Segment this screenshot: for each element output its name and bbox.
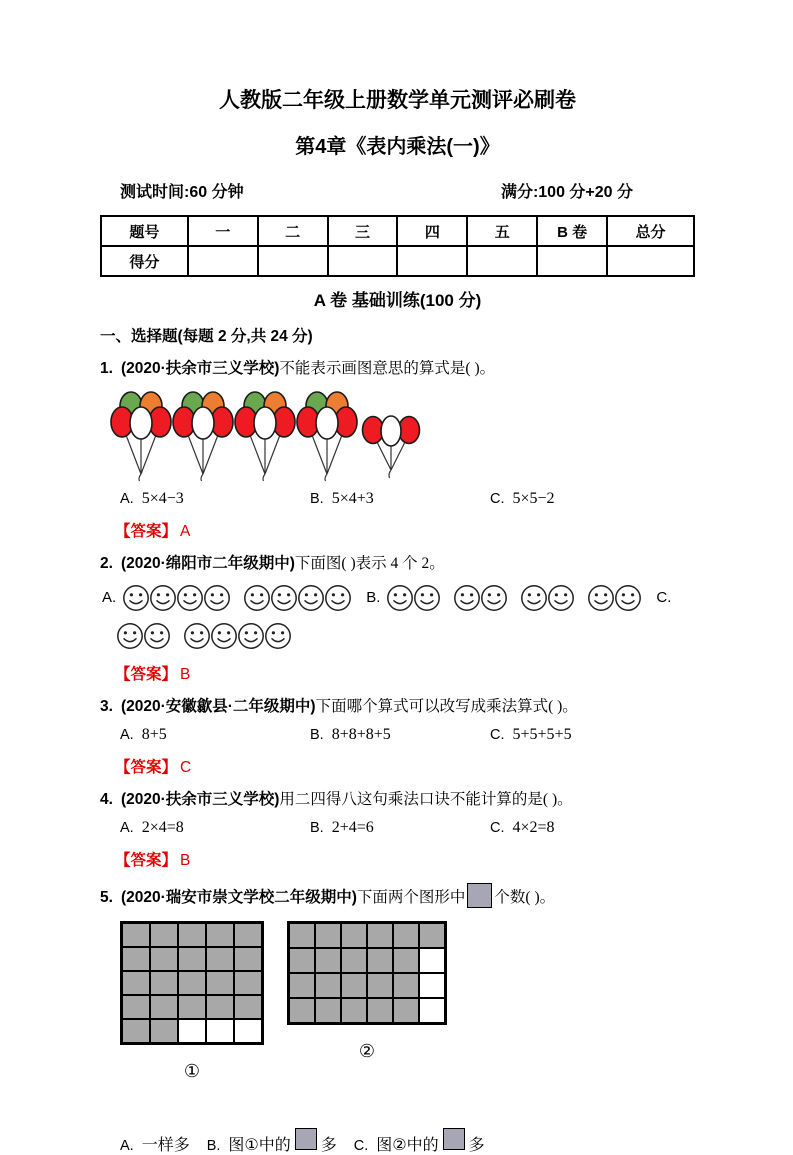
question-1-options	[100, 490, 695, 508]
grid-cell	[178, 923, 206, 947]
score-table-score-row	[101, 246, 694, 276]
smiley-icon	[614, 584, 642, 612]
question-3-number: 3.	[100, 698, 113, 716]
smiley-icon	[149, 584, 177, 612]
page-title: 人教版二年级上册数学单元测评必刷卷	[219, 89, 576, 112]
smiley-icon	[143, 622, 171, 650]
grid-cell	[122, 1019, 150, 1043]
grid-cell	[289, 948, 315, 973]
grid-cell	[341, 973, 367, 998]
grid-cell	[367, 998, 393, 1023]
balloon-bunch-small	[362, 386, 420, 482]
grid-cell	[150, 995, 178, 1019]
question-3-source: (2020·安徽歙县·二年级期中)	[120, 698, 316, 716]
score-cell	[258, 246, 328, 276]
balloon-figure	[100, 384, 695, 482]
grid-cell	[150, 1019, 178, 1043]
grid-cell	[178, 971, 206, 995]
smiley-icon	[116, 622, 144, 650]
grid-cell	[206, 1019, 234, 1043]
question-3-answer: 【答案】 C	[115, 758, 192, 776]
score-table-header-cell: 二	[258, 216, 328, 246]
grid-2	[287, 921, 447, 1025]
grid-cell	[206, 971, 234, 995]
grid-cell	[419, 998, 445, 1023]
smiley-figure-line2	[100, 620, 695, 651]
smiley-group	[386, 584, 440, 612]
question-2-answer: 【答案】 B	[115, 666, 191, 684]
question-5-text-after: 个数( )。	[494, 888, 556, 906]
option-c: C. 5+5+5+5	[490, 725, 572, 743]
score-table	[100, 215, 695, 277]
grid-cell	[367, 948, 393, 973]
grid-cell	[178, 1019, 206, 1043]
question-1-source: (2020·扶余市三义学校)	[120, 360, 280, 378]
smiley-option-label: B.	[366, 589, 381, 607]
grid-cell	[367, 973, 393, 998]
smiley-group	[183, 622, 291, 650]
grid-cell	[419, 973, 445, 998]
option-b: B. 5×4+3	[310, 490, 374, 508]
smiley-group	[116, 622, 170, 650]
question-4	[100, 790, 695, 811]
grid-cell	[206, 923, 234, 947]
score-cell	[188, 246, 258, 276]
option-c: C. 图②中的 多	[354, 1128, 485, 1155]
grid-cell	[367, 923, 393, 948]
smiley-group	[587, 584, 641, 612]
chapter-title: 第4章《表内乘法(一)》	[295, 136, 500, 159]
question-1	[100, 359, 695, 380]
option-a: A. 5×4−3	[120, 490, 184, 508]
question-5-text-before: 下面两个图形中	[356, 888, 466, 906]
grid-cell	[234, 995, 262, 1019]
smiley-icon	[480, 584, 508, 612]
grid-cell	[122, 947, 150, 971]
score-table-header-cell: 五	[467, 216, 537, 246]
option-b: B. 8+8+8+5	[310, 725, 391, 743]
option-a: A. 一样多	[120, 1136, 190, 1154]
score-cell	[397, 246, 467, 276]
grid-cell	[315, 948, 341, 973]
test-info-row	[100, 179, 695, 202]
gray-square	[467, 883, 492, 908]
grid-cell	[234, 947, 262, 971]
option-c: C. 4×2=8	[490, 818, 555, 836]
score-table-header-cell: B 卷	[537, 216, 607, 246]
score-table-header-cell: 三	[328, 216, 398, 246]
grid-cell	[419, 923, 445, 948]
grid-cell	[150, 971, 178, 995]
question-4-options	[100, 819, 695, 837]
grid-cell	[393, 973, 419, 998]
question-2-text: 下面图( )表示 4 个 2。	[294, 555, 445, 573]
grid-cell	[341, 998, 367, 1023]
grid-cell	[122, 995, 150, 1019]
balloon-bunch	[296, 386, 358, 482]
grid-1	[120, 921, 264, 1045]
smiley-icon	[210, 622, 238, 650]
question-5-options	[100, 1128, 695, 1155]
grid-cell	[178, 995, 206, 1019]
score-table-header-cell: 题号	[101, 216, 188, 246]
smiley-icon	[297, 584, 325, 612]
smiley-icon	[520, 584, 548, 612]
smiley-icon	[547, 584, 575, 612]
smiley-icon	[183, 622, 211, 650]
grid-cell	[393, 948, 419, 973]
grid-cell	[234, 1019, 262, 1043]
question-3-options	[100, 726, 695, 744]
smiley-icon	[203, 584, 231, 612]
option-b: B. 2+4=6	[310, 818, 374, 836]
question-1-answer: 【答案】 A	[115, 523, 191, 541]
score-cell	[537, 246, 607, 276]
balloon-bunch	[110, 386, 172, 482]
question-4-number: 4.	[100, 790, 113, 808]
question-3	[100, 697, 695, 718]
grid-cell	[315, 998, 341, 1023]
smiley-icon	[122, 584, 150, 612]
gray-square	[443, 1128, 465, 1150]
option-b: B. 图①中的 多	[207, 1128, 337, 1155]
grid-cell	[234, 971, 262, 995]
grid-2-label: ②	[358, 1040, 376, 1062]
score-cell	[467, 246, 537, 276]
smiley-icon	[264, 622, 292, 650]
smiley-icon	[243, 584, 271, 612]
smiley-icon	[237, 622, 265, 650]
score-table-header-cell: 总分	[607, 216, 694, 246]
grid-cell	[178, 947, 206, 971]
grid-1-block	[120, 921, 264, 1082]
question-2-number: 2.	[100, 555, 113, 573]
option-c: C. 5×5−2	[490, 490, 555, 508]
grid-1-label: ①	[183, 1060, 201, 1082]
part1-heading: 一、选择题(每题 2 分,共 24 分)	[100, 328, 313, 346]
question-1-text: 不能表示画图意思的算式是( )。	[279, 360, 496, 378]
score-table-header-cell: 四	[397, 216, 467, 246]
score-cell	[328, 246, 398, 276]
section-a-title: A 卷 基础训练(100 分)	[313, 291, 482, 311]
grid-cell	[289, 998, 315, 1023]
smiley-group	[122, 584, 230, 612]
score-table-header-row	[101, 216, 694, 246]
full-score-label: 满分:100 分+20 分	[500, 184, 633, 202]
smiley-icon	[270, 584, 298, 612]
question-4-answer: 【答案】 B	[115, 851, 191, 869]
balloon-bunch	[234, 386, 296, 482]
grid-cell	[341, 948, 367, 973]
smiley-icon	[386, 584, 414, 612]
gray-square	[295, 1128, 317, 1150]
grid-cell	[122, 971, 150, 995]
grid-cell	[289, 923, 315, 948]
grid-cell	[206, 995, 234, 1019]
question-5-number: 5.	[100, 888, 113, 906]
score-cell	[607, 246, 694, 276]
grid-cell	[150, 923, 178, 947]
question-2-source: (2020·绵阳市二年级期中)	[120, 555, 295, 573]
grid-cell	[234, 923, 262, 947]
question-4-text: 用二四得八这句乘法口诀不能计算的是( )。	[279, 790, 573, 808]
smiley-icon	[176, 584, 204, 612]
balloon-bunch	[172, 386, 234, 482]
grid-cell	[122, 923, 150, 947]
smiley-option-label: C.	[656, 589, 672, 607]
grid-cell	[341, 923, 367, 948]
option-a: A. 2×4=8	[120, 818, 184, 836]
question-5-figure	[100, 921, 695, 1082]
smiley-figure-line1	[100, 582, 695, 613]
smiley-icon	[453, 584, 481, 612]
grid-2-block	[287, 921, 447, 1062]
score-row-label: 得分	[101, 246, 188, 276]
grid-cell	[393, 998, 419, 1023]
grid-cell	[393, 923, 419, 948]
smiley-group	[520, 584, 574, 612]
grid-cell	[289, 973, 315, 998]
smiley-group	[243, 584, 351, 612]
smiley-icon	[587, 584, 615, 612]
smiley-icon	[324, 584, 352, 612]
grid-cell	[150, 947, 178, 971]
question-5-source: (2020·瑞安市崇文学校二年级期中)	[120, 888, 357, 906]
question-4-source: (2020·扶余市三义学校)	[120, 790, 280, 808]
score-table-header-cell: 一	[188, 216, 258, 246]
smiley-icon	[413, 584, 441, 612]
grid-cell	[315, 973, 341, 998]
smiley-option-label: A.	[102, 589, 117, 607]
grid-cell	[419, 948, 445, 973]
grid-cell	[315, 923, 341, 948]
grid-cell	[206, 947, 234, 971]
option-a: A. 8+5	[120, 725, 167, 743]
question-5	[100, 883, 695, 909]
test-time-label: 测试时间:60 分钟	[120, 184, 244, 202]
question-1-number: 1.	[100, 360, 113, 378]
smiley-group	[453, 584, 507, 612]
question-2	[100, 554, 695, 575]
question-3-text: 下面哪个算式可以改写成乘法算式( )。	[315, 698, 578, 716]
